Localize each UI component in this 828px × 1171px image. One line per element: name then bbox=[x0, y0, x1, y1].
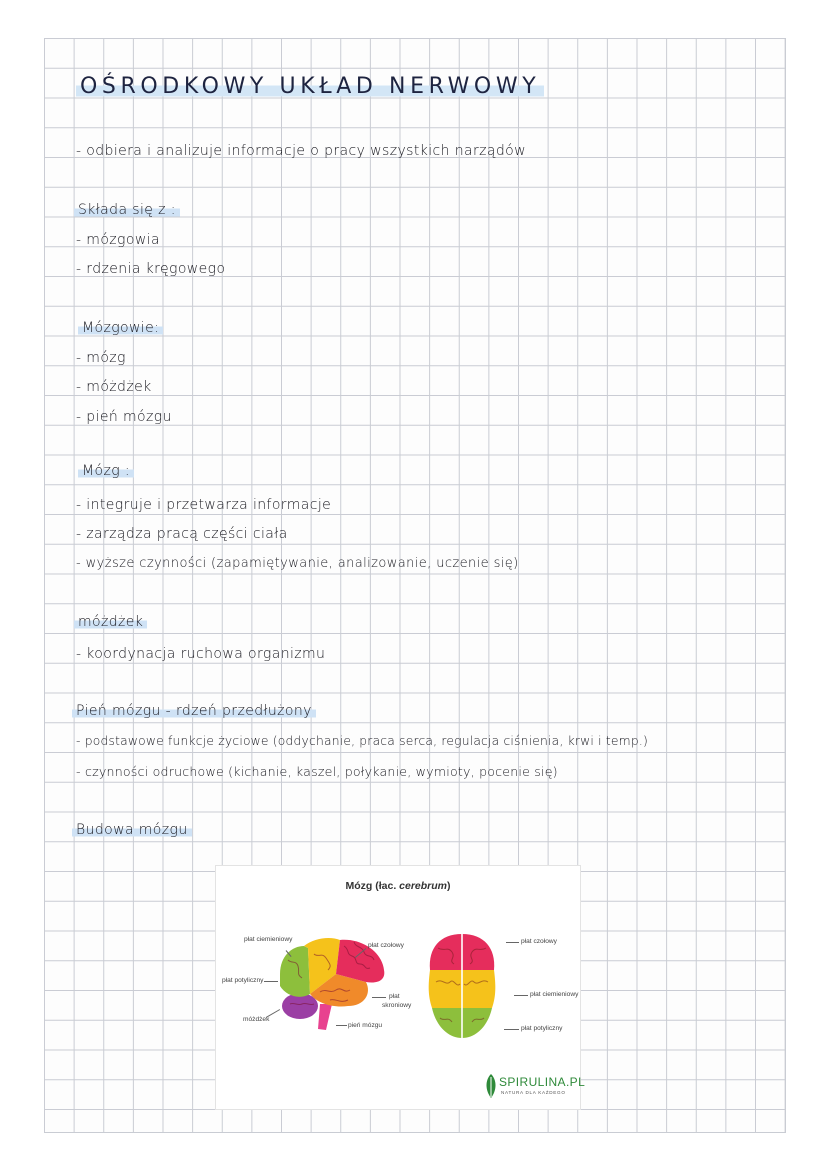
list-item: - integruje i przetwarza informacje bbox=[76, 497, 332, 513]
leader-line bbox=[504, 1029, 519, 1030]
brainstem-shape bbox=[318, 1004, 332, 1030]
leader-line bbox=[264, 981, 278, 982]
section-heading-mozgowie: Mózgowie: bbox=[78, 320, 163, 336]
leader-line bbox=[372, 997, 386, 998]
leader-line bbox=[336, 1025, 347, 1026]
list-item: - podstawowe funkcje życiowe (oddychanie, praca serca, regulacja ciśnienia, krwi i temp.) bbox=[76, 734, 648, 748]
list-item: - wyższe czynności (zapamiętywanie, analizowanie, uczenie się) bbox=[76, 556, 519, 571]
logo-tagline: NATURA DLA KAŻDEGO bbox=[501, 1090, 566, 1095]
label-temporal-side-1: płat bbox=[389, 993, 400, 1000]
label-brainstem-side: pień mózgu bbox=[348, 1022, 383, 1029]
list-item: - koordynacja ruchowa organizmu bbox=[76, 646, 326, 662]
section-heading-budowa: Budowa mózgu bbox=[72, 822, 192, 838]
cerebellum-shape bbox=[282, 993, 318, 1019]
list-item: - mózg bbox=[76, 350, 126, 366]
label-cerebellum-side: móżdżek bbox=[243, 1016, 270, 1023]
label-frontal-side: płat czołowy bbox=[368, 942, 404, 949]
list-item: - rdzenia kręgowego bbox=[76, 261, 226, 277]
intro-line: - odbiera i analizuje informacje o pracy wszystkich narządów bbox=[76, 143, 526, 159]
section-heading-pien: Pień mózgu - rdzeń przedłużony bbox=[72, 703, 316, 719]
section-heading-sklada: Składa się z : bbox=[74, 202, 180, 218]
label-temporal-side-2: skroniowy bbox=[382, 1002, 412, 1009]
label-occipital-side: płat potyliczny bbox=[222, 977, 264, 984]
label-parietal-side: płat ciemieniowy bbox=[244, 936, 293, 943]
label-frontal-top: płat czołowy bbox=[521, 938, 557, 945]
list-item: - mózgowia bbox=[76, 232, 160, 248]
section-heading-mozdzek: móżdżek bbox=[74, 614, 147, 630]
page-title: OŚRODKOWY UKŁAD NERWOWY bbox=[76, 74, 544, 99]
list-item: - zarządza pracą części ciała bbox=[76, 526, 288, 542]
section-heading-mozg: Mózg : bbox=[78, 463, 134, 479]
spirulina-leaf-icon bbox=[484, 1073, 498, 1099]
figure-title: Mózg (łac. cerebrum) bbox=[345, 880, 451, 892]
occipital-shape bbox=[280, 946, 310, 997]
logo-text: SPIRULINA.PL bbox=[499, 1075, 586, 1089]
label-parietal-top: płat ciemieniowy bbox=[530, 991, 579, 998]
list-item: - móżdżek bbox=[76, 379, 152, 395]
list-item: - pień mózgu bbox=[76, 409, 172, 425]
leader-line bbox=[514, 995, 528, 996]
brain-figure bbox=[215, 865, 586, 1110]
brain-top-view-illustration bbox=[424, 930, 500, 1042]
list-item: - czynności odruchowe (kichanie, kaszel, połykanie, wymioty, pocenie się) bbox=[76, 764, 558, 779]
label-occipital-top: płat potyliczny bbox=[521, 1025, 563, 1032]
leader-line bbox=[506, 942, 519, 943]
